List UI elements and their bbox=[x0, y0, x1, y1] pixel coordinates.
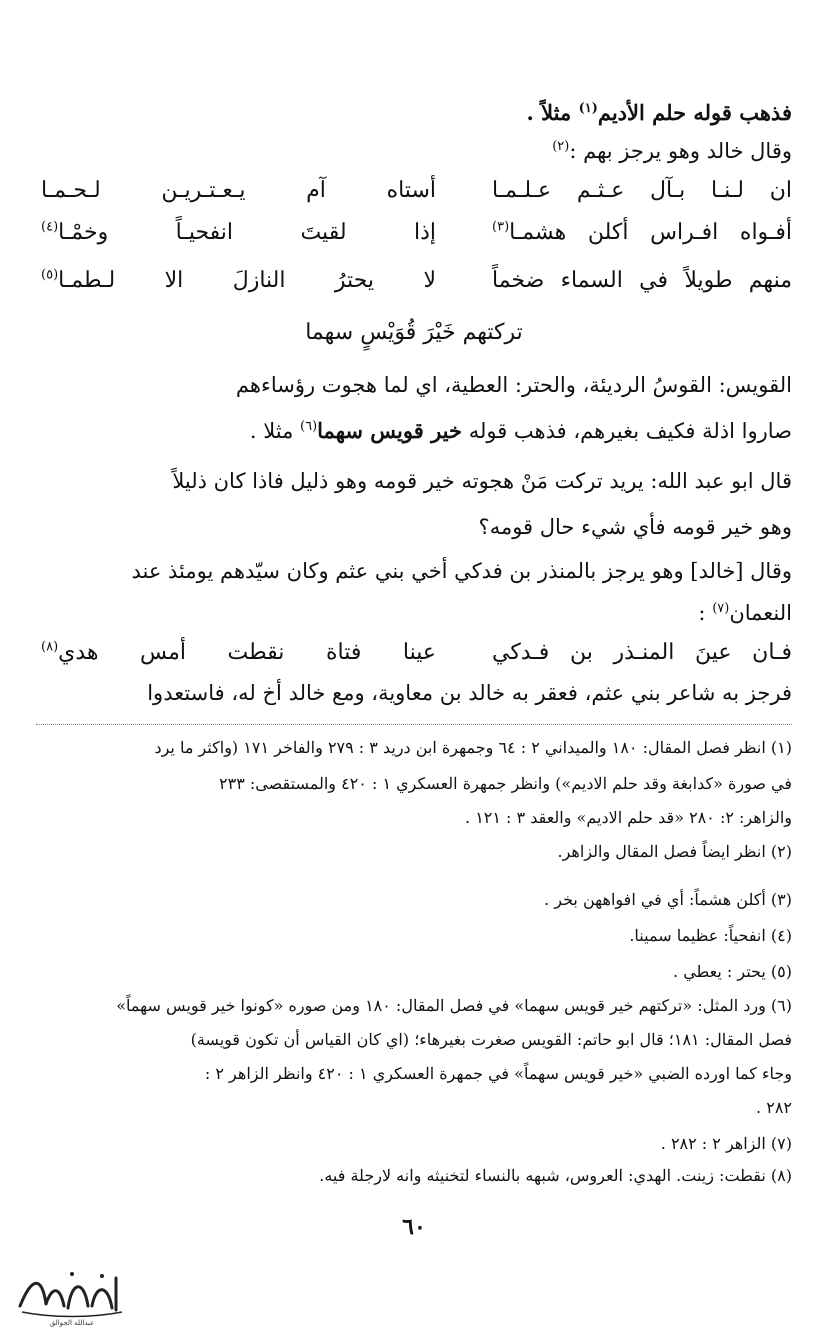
paragraph-1: القويس: القوسُ الرديئة، والحتر: العطية، اي لما هجوت رؤساءهم bbox=[235, 373, 792, 397]
footnote-6-line-4: ٢٨٢ . bbox=[756, 1098, 792, 1117]
line-2-text: وقال خالد وهو يرجز بهم : bbox=[569, 139, 792, 163]
footnote-2: (٢) انظر ايضاً فصل المقال والزاهر. bbox=[557, 842, 792, 861]
paragraph-6 bbox=[36, 596, 792, 630]
line-1-suffix: مثلاً . bbox=[526, 100, 579, 125]
verse-4-centered: تركتهم خَيْرَ قُوَيْسٍ سهما bbox=[305, 320, 523, 345]
verse-3-first-hemistich: منهم طويلاً في السماء ضخماً bbox=[492, 268, 792, 293]
footnote-1-line-1: (١) انظر فصل المقال: ١٨٠ والميداني ٢ : ٦٤ وجمهرة ابن دريد ٣ : ٢٧٩ والفاخر ١٧١ (واكثر ما يرد bbox=[154, 738, 792, 757]
footnote-5: (٥) يحتر : يعطي . bbox=[673, 962, 792, 981]
line-1 bbox=[36, 96, 792, 130]
paragraph-5: وقال [خالد] وهو يرجز بالمنذر بن فدكي أخي بني عثم وكان سيّدهم يومئذ عند bbox=[131, 559, 792, 583]
verse-2-first-text: أفـواه افـراس أكلن هشمـا bbox=[509, 220, 792, 245]
verse-5-second-text: عينا فتاة نقطت أمس هدي bbox=[58, 640, 436, 665]
verse-3-second-hemistich bbox=[41, 264, 436, 298]
verse-3-second-text: لا يحترُ النازلَ الا لـطمـا bbox=[58, 268, 436, 293]
footnote-ref-6: (٦) bbox=[300, 419, 318, 434]
verse-2-second-text: إذا لقيتَ انفحيـاً وخمْـا bbox=[58, 220, 436, 245]
footnote-3: (٣) أكلن هشماً: أي في افواههن بخر . bbox=[544, 890, 792, 909]
verse-5-first-hemistich: فـان عينَ المنـذر بن فـدكي bbox=[492, 640, 792, 665]
footnote-6-line-1: (٦) ورد المثل: «تركتهم خير قويس سهما» في فصل المقال: ١٨٠ ومن صوره «كونوا خير قويس سهماً» bbox=[116, 996, 792, 1015]
footnote-8: (٨) نقطت: زينت. الهدي: العروس، شبهه بالنساء لتخنيثه وانه لارجلة فيه. bbox=[319, 1166, 792, 1185]
verse-5-second-hemistich bbox=[41, 636, 436, 670]
footnote-6-line-3: وجاء كما اورده الضبي «خير قويس سهماً» في جمهرة العسكري ١ : ٤٢٠ وانظر الزاهر ٢ : bbox=[204, 1064, 792, 1083]
footnote-separator bbox=[36, 724, 792, 725]
calligraphy-seal-icon bbox=[12, 1266, 132, 1328]
paragraph-2 bbox=[36, 414, 792, 448]
footnote-ref-1: (١) bbox=[578, 101, 598, 116]
paragraph-6-text: النعمان bbox=[729, 601, 792, 625]
footnote-ref-8: (٨) bbox=[41, 639, 59, 655]
paragraph-7: فرجز به شاعر بني عثم، فعقر به خالد بن معاوية، ومع خالد أخ له، فاستعدوا bbox=[147, 681, 792, 705]
footnote-4: (٤) انفحياً: عظيما سمينا. bbox=[629, 926, 792, 945]
verse-1-first-hemistich: ان لـنـا بـآل عـثـم عـلـمـا bbox=[492, 178, 792, 203]
footnote-ref-3: (٣) bbox=[492, 219, 510, 235]
paragraph-2-suffix: مثلا . bbox=[249, 419, 301, 443]
paragraph-4: وهو خير قومه فأي شيء حال قومه؟ bbox=[478, 515, 792, 539]
paragraph-3: قال ابو عبد الله: يريد تركت مَنْ هجوته خير قومه وهو ذليل فاذا كان ذليلاً bbox=[172, 469, 792, 493]
line-1-text: فذهب قوله حلم الأديم bbox=[597, 100, 792, 125]
footnote-ref-2: (٢) bbox=[552, 139, 570, 154]
line-2 bbox=[36, 134, 792, 168]
footnote-7: (٧) الزاهر ٢ : ٢٨٢ . bbox=[660, 1134, 792, 1153]
footnote-ref-5: (٥) bbox=[41, 267, 59, 283]
verse-2-second-hemistich bbox=[41, 216, 436, 250]
verse-1-second-hemistich: أستاه آم يـعـتـريـن لـحـمـا bbox=[41, 178, 436, 203]
footnote-ref-4: (٤) bbox=[41, 219, 59, 235]
verse-2-first-hemistich bbox=[492, 216, 792, 250]
seal-subtext: عبدالله الجوالق bbox=[49, 1319, 95, 1327]
footnote-1-line-3: والزاهر: ٢: ٢٨٠ «قد حلم الاديم» والعقد ٣ : ١٢١ . bbox=[465, 808, 792, 827]
page-number: ٦٠ bbox=[402, 1214, 426, 1240]
proverb-bold: خير قويس سهما bbox=[317, 418, 463, 443]
footnote-6-line-2: فصل المقال: ١٨١؛ قال ابو حاتم: القويس صغرت بغيرهاء؛ (اي كان القياس أن تكون قويسة) bbox=[190, 1030, 792, 1049]
footnote-1-line-2: في صورة «كدابغة وقد حلم الاديم») وانظر جمهرة العسكري ١ : ٤٢٠ والمستقصى: ٢٣٣ bbox=[219, 774, 792, 793]
paragraph-6-colon: : bbox=[698, 601, 713, 625]
paragraph-2-text: صاروا اذلة فكيف بغيرهم، فذهب قوله bbox=[462, 419, 792, 443]
footnote-ref-7: (٧) bbox=[712, 601, 730, 616]
